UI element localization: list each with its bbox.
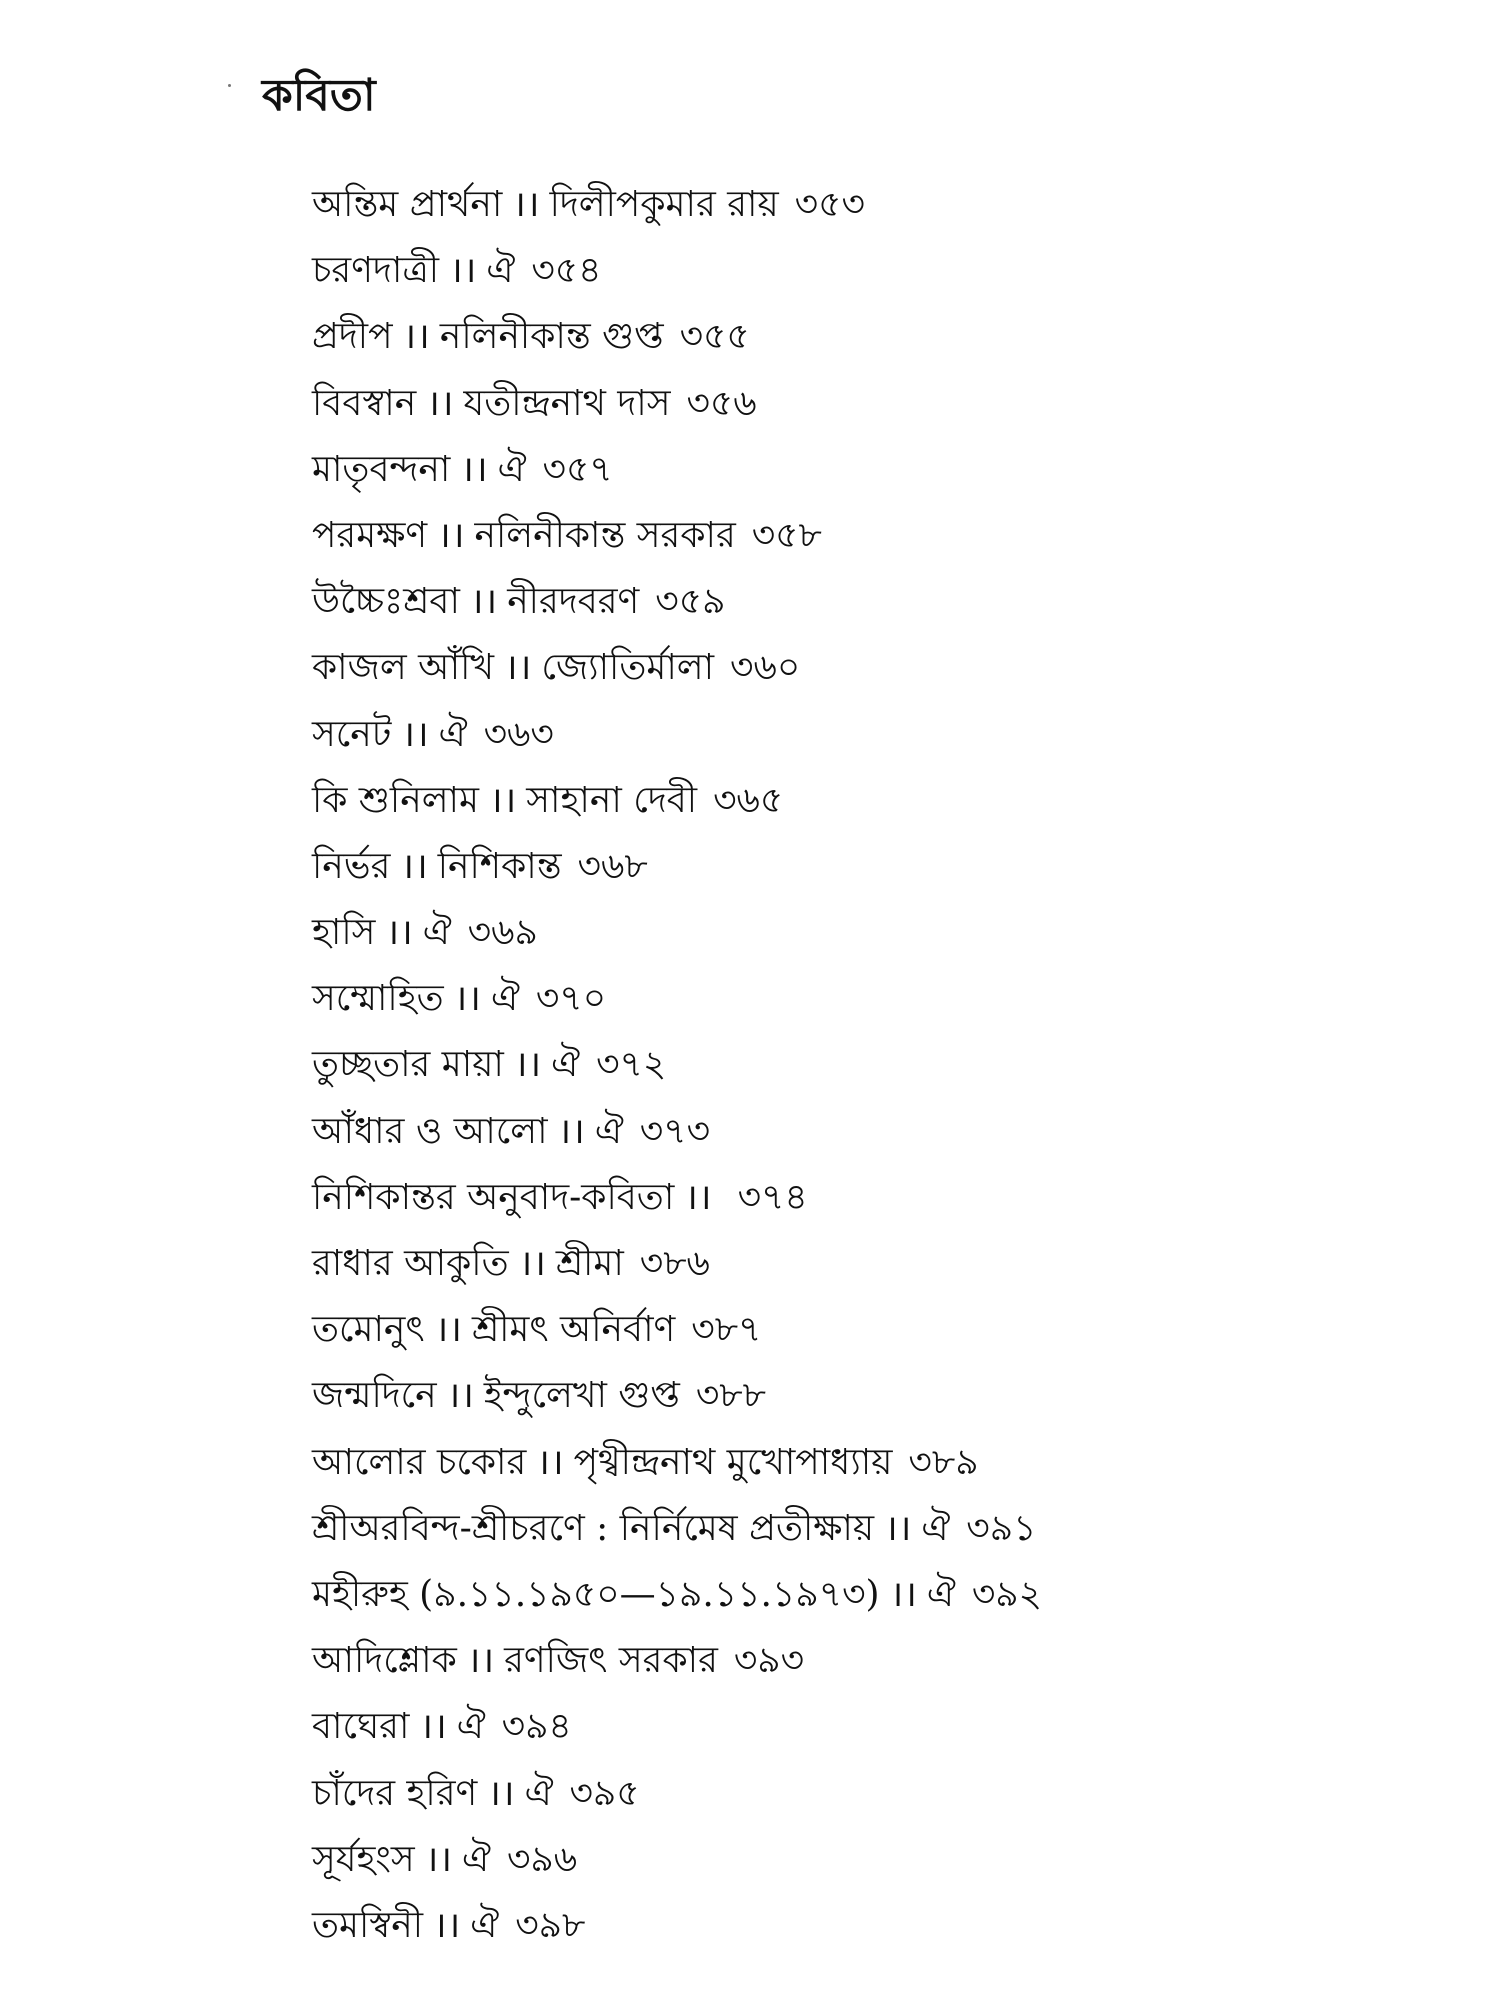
toc-separator: ।।	[466, 1640, 495, 1682]
toc-entry-author: ঐ	[470, 1904, 500, 1946]
toc-separator: ।।	[488, 779, 517, 821]
toc-separator: ।।	[487, 1772, 515, 1814]
toc-entry-title: কাজল আঁখি	[312, 647, 495, 689]
toc-entry-title: অন্তিম প্রার্থনা	[312, 184, 503, 225]
toc-separator: ।।	[557, 1110, 585, 1152]
toc-entry	[312, 1239, 1042, 1305]
toc-entry-title: রাধার আকুতি	[312, 1243, 509, 1284]
toc-entry	[312, 1371, 1042, 1437]
toc-separator: ।।	[419, 1706, 447, 1748]
toc-separator: ।।	[889, 1573, 917, 1615]
toc-separator: ।।	[884, 1507, 912, 1549]
toc-entry-title: আলোর চকোর	[312, 1441, 527, 1483]
toc-separator: ।।	[385, 912, 413, 954]
toc-separator: ।।	[460, 448, 488, 490]
toc-entry-page-number: ৩৭০	[535, 978, 607, 1020]
toc-separator: ।।	[453, 978, 481, 1020]
toc-separator: ।।	[469, 581, 498, 623]
toc-separator: ।।	[536, 1441, 564, 1483]
toc-entry-author: ঐ	[456, 1706, 486, 1748]
toc-entry	[312, 511, 1042, 577]
toc-entry-page-number: ৩৯৮	[515, 1904, 586, 1946]
toc-entry-title: হাসি	[312, 912, 376, 954]
toc-entry-author: সাহানা দেবী	[526, 779, 698, 821]
toc-entry-title: তুচ্ছতার মায়া	[312, 1044, 504, 1086]
toc-entry	[312, 445, 1042, 511]
toc-entry-page-number: ৩৯২	[971, 1573, 1043, 1615]
toc-entry-title: জন্মদিনে	[312, 1375, 437, 1417]
toc-entry-title: বাঘেরা	[312, 1706, 410, 1748]
toc-entry-page-number: ৩৯১	[966, 1507, 1037, 1549]
toc-entry	[312, 1040, 1042, 1106]
toc-entry-title: আদিশ্লোক	[312, 1640, 457, 1682]
toc-entry-author: ঐ	[497, 448, 527, 490]
toc-separator: ।।	[437, 514, 465, 556]
toc-entry	[312, 842, 1042, 908]
toc-separator: ।।	[401, 713, 429, 755]
toc-entry-page-number: ৩৫৭	[542, 448, 613, 490]
toc-entry-author: দিলীপকুমার রায়	[549, 184, 779, 225]
toc-separator: ।।	[504, 647, 532, 689]
toc-entry-author: শ্রীমা	[555, 1243, 624, 1284]
toc-entry-title: মহীরুহ (৯.১১.১৯৫০—১৯.১১.১৯৭৩)	[312, 1573, 880, 1615]
toc-entry-page-number: ৩৯৬	[506, 1838, 578, 1880]
toc-separator: ।।	[433, 1904, 461, 1946]
toc-entry	[312, 710, 1042, 776]
toc-entry-page-number: ৩৬০	[730, 647, 801, 689]
toc-entry	[312, 1438, 1042, 1504]
toc-entry-page-number: ৩৮৬	[639, 1243, 710, 1284]
toc-entry	[312, 1504, 1042, 1570]
toc-entry-page-number: ৩৯৩	[733, 1640, 805, 1682]
toc-entry	[312, 180, 1042, 246]
toc-entry-author: ইন্দুলেখা গুপ্ত	[483, 1375, 680, 1417]
toc-entry	[312, 974, 1042, 1040]
toc-separator: ।।	[518, 1243, 546, 1284]
toc-entry-author: ঐ	[486, 250, 516, 292]
toc-entry-title: তমোনুৎ	[312, 1309, 425, 1351]
toc-entry-title: শ্রীঅরবিন্দ-শ্রীচরণে : নির্নিমেষ প্রতীক্ষায়	[312, 1507, 875, 1549]
toc-entry-author: ঐ	[422, 912, 452, 954]
toc-entry-page-number: ৩৫৩	[794, 184, 865, 225]
toc-separator: ।।	[424, 1838, 453, 1880]
toc-entry-title: কি শুনিলাম	[312, 779, 479, 821]
toc-entry-author: যতীন্দ্রনাথ দাস	[463, 382, 671, 424]
toc-entry-title: সূর্যহংস	[312, 1838, 415, 1880]
toc-separator: ।।	[513, 1044, 542, 1086]
toc-entry-page-number: ৩৮৭	[691, 1309, 762, 1351]
toc-entry-author: ঐ	[490, 978, 520, 1020]
toc-entry-author: ঐ	[524, 1772, 554, 1814]
toc-entry	[312, 1173, 1042, 1239]
toc-entry-title: বিবস্বান	[312, 382, 417, 424]
toc-entry-title: উচ্চৈঃশ্রবা	[312, 581, 460, 623]
toc-entry-title: প্রদীপ	[312, 316, 393, 358]
toc-entry-title: পরমক্ষণ	[312, 514, 428, 556]
toc-separator: ।।	[446, 1375, 474, 1417]
toc-entry-author: ঐ	[926, 1573, 956, 1615]
toc-separator: ।।	[426, 382, 454, 424]
toc-entry	[312, 577, 1042, 643]
toc-entry	[312, 1305, 1042, 1371]
toc-separator: ।।	[684, 1176, 712, 1218]
toc-entry-author: নলিনীকান্ত সরকার	[474, 514, 736, 556]
toc-entry-author: পৃথ্বীন্দ্রনাথ মুখোপাধ্যায়	[573, 1441, 893, 1483]
toc-entry	[312, 1835, 1042, 1901]
toc-separator: ।।	[449, 250, 477, 292]
toc-entry	[312, 1702, 1042, 1768]
toc-separator: ।।	[402, 316, 430, 358]
toc-entry-author: ঐ	[551, 1044, 581, 1086]
toc-entry-page-number: ৩৬৮	[577, 845, 648, 887]
toc-entry-author: ঐ	[594, 1110, 624, 1152]
toc-entry	[312, 1901, 1042, 1967]
toc-entry-author: নিশিকান্ত	[437, 845, 562, 887]
section-title: কবিতা	[262, 70, 376, 121]
toc-entry-page-number: ৩৬৩	[483, 713, 554, 755]
toc-entry-page-number: ৩৭২	[596, 1044, 667, 1086]
toc-entry-author: ঐ	[921, 1507, 951, 1549]
toc-entry-author: নলিনীকান্ত গুপ্ত	[439, 316, 664, 358]
toc-entry-author: ঐ	[438, 713, 468, 755]
toc-entry-author: ঐ	[462, 1838, 491, 1880]
toc-entry-title: সনেট	[312, 713, 392, 755]
toc-entry	[312, 379, 1042, 445]
toc-entry	[312, 1107, 1042, 1173]
toc-entry-author: রণজিৎ সরকার	[504, 1640, 718, 1682]
toc-entry-title: চাঁদের হরিণ	[312, 1772, 478, 1814]
toc-list	[312, 180, 1042, 1967]
toc-entry-page-number: ৩৫৯	[655, 581, 726, 623]
toc-entry	[312, 246, 1042, 312]
toc-entry	[312, 1769, 1042, 1835]
toc-entry	[312, 908, 1042, 974]
toc-entry-page-number: ৩৯৫	[569, 1772, 640, 1814]
toc-entry-title: তমস্বিনী	[312, 1904, 423, 1946]
toc-entry-page-number: ৩৭৪	[737, 1176, 808, 1218]
toc-separator: ।।	[512, 184, 540, 225]
toc-entry	[312, 1570, 1042, 1636]
toc-entry-title: মাতৃবন্দনা	[312, 448, 451, 490]
toc-entry-page-number: ৩৫৫	[679, 316, 750, 358]
toc-entry-page-number: ৩৫৬	[686, 382, 757, 424]
toc-separator: ।।	[400, 845, 428, 887]
toc-entry	[312, 776, 1042, 842]
toc-entry-page-number: ৩৮৯	[908, 1441, 979, 1483]
toc-entry-page-number: ৩৬৫	[713, 779, 784, 821]
toc-entry-author: জ্যোতির্মালা	[541, 647, 715, 689]
toc-entry-page-number: ৩৯৪	[501, 1706, 572, 1748]
scan-speck	[228, 84, 231, 87]
toc-entry-title: আঁধার ও আলো	[312, 1110, 548, 1152]
toc-entry	[312, 643, 1042, 709]
toc-entry-page-number: ৩৫৮	[751, 514, 822, 556]
toc-entry-title: সম্মোহিত	[312, 978, 444, 1020]
toc-entry	[312, 312, 1042, 378]
toc-entry-title: নির্ভর	[312, 845, 391, 887]
toc-entry	[312, 1636, 1042, 1702]
toc-entry-title: নিশিকান্তর অনুবাদ-কবিতা	[312, 1176, 675, 1218]
toc-entry-page-number: ৩৫৪	[531, 250, 602, 292]
toc-entry-author: শ্রীমৎ অনির্বাণ	[471, 1309, 676, 1351]
toc-separator: ।।	[434, 1309, 462, 1351]
toc-entry-title: চরণদাত্রী	[312, 250, 440, 292]
toc-entry-author: নীরদবরণ	[507, 581, 640, 623]
toc-entry-page-number: ৩৮৮	[695, 1375, 766, 1417]
toc-entry-page-number: ৩৬৯	[467, 912, 538, 954]
toc-entry-page-number: ৩৭৩	[639, 1110, 710, 1152]
